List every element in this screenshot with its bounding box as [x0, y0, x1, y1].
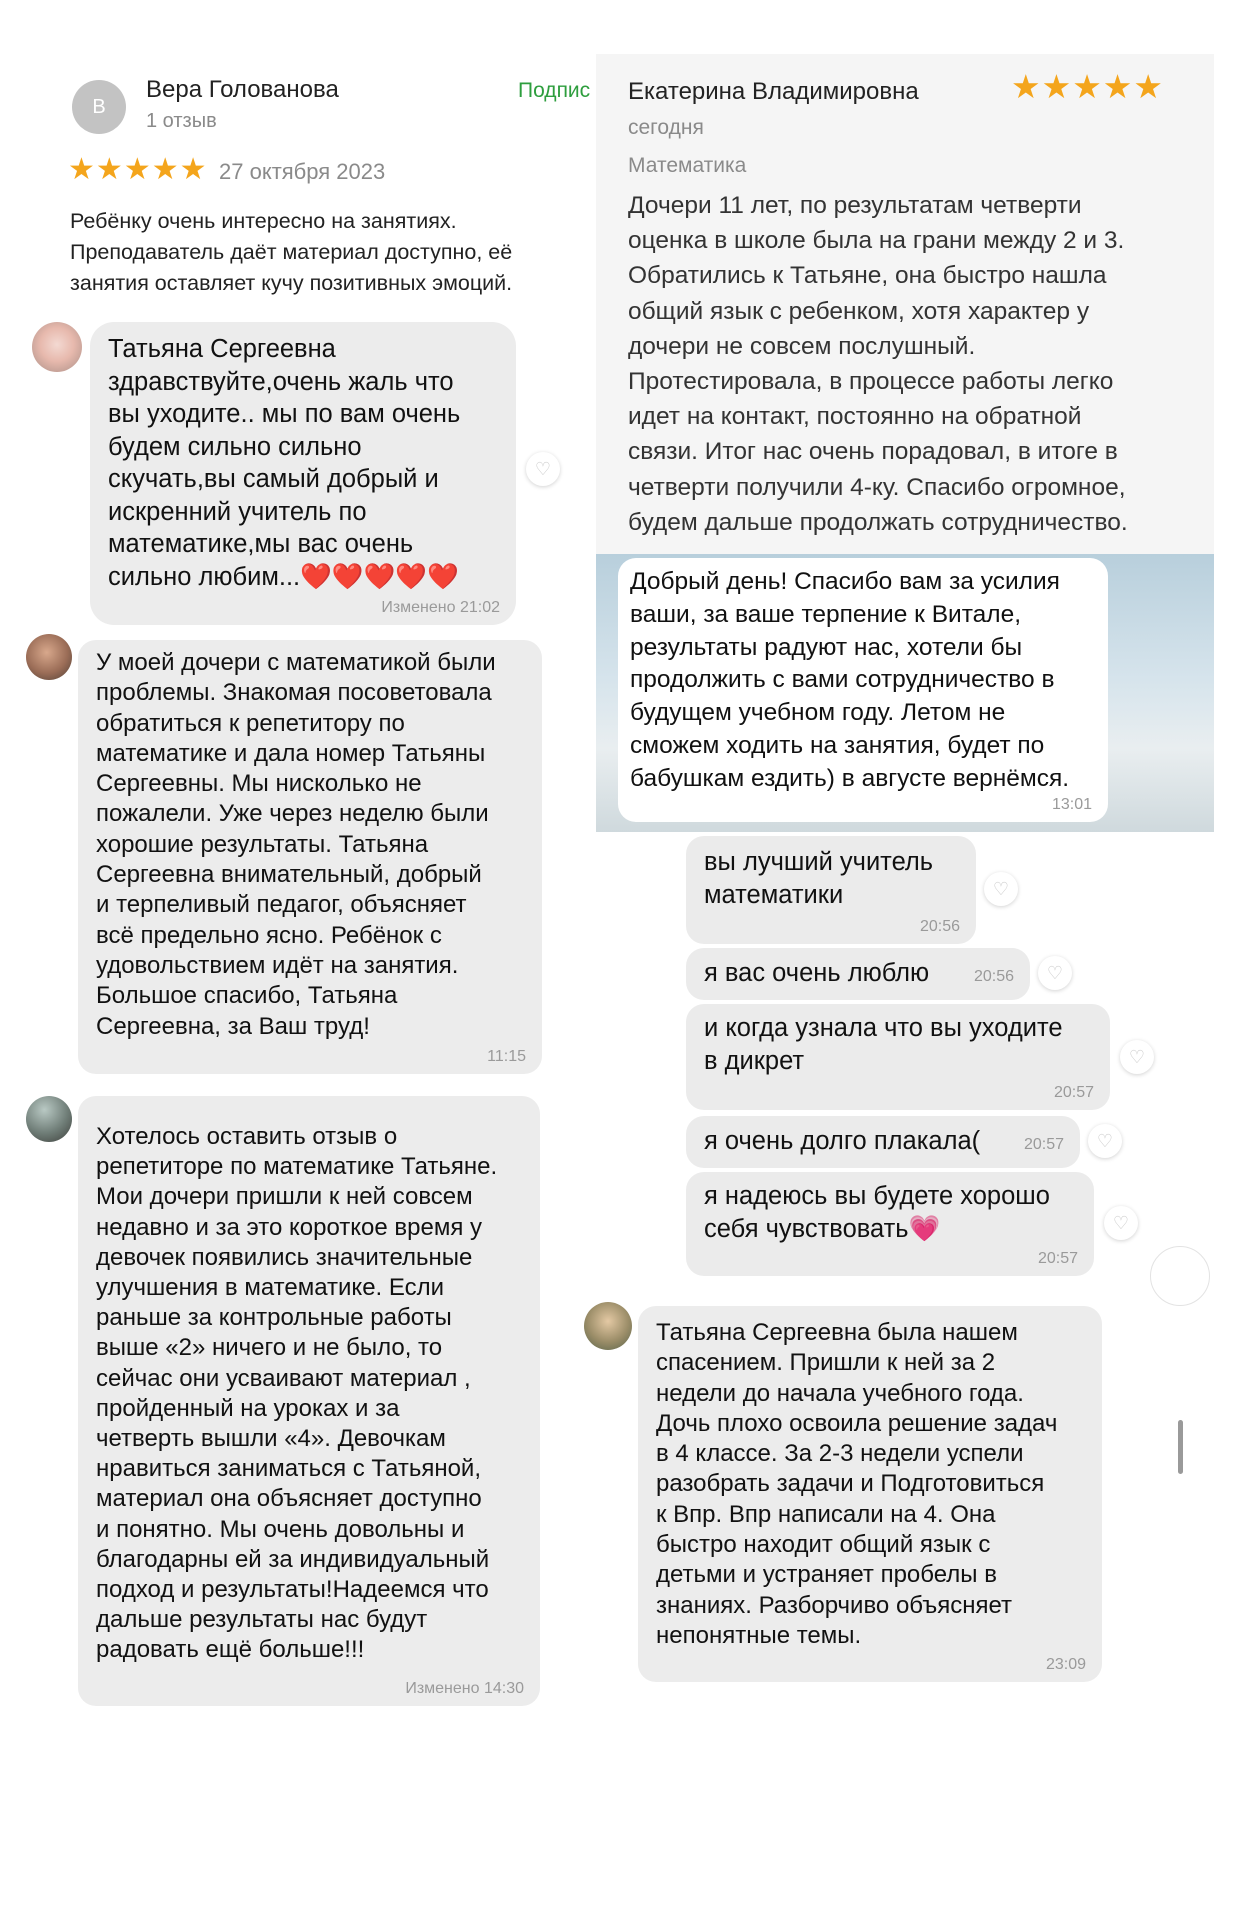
- avatar[interactable]: [26, 1096, 72, 1142]
- chat-message[interactable]: [618, 558, 1108, 822]
- avatar[interactable]: [32, 322, 82, 372]
- message-text: Татьяна Сергеевна была нашем спасением. Пришли к ней за 2 недели до начала учебного года. Дочь плохо освоила решение задач в 4 классе. За 2-3 недели успели разобрать задачи и Подготовиться к Впр. Впр написали на 4. Она быстро находит общий язык с детьми и устраняет пробелы в знаниях. Разборчиво объясняет непонятные темы.: [656, 1319, 1058, 1649]
- avatar[interactable]: [584, 1302, 632, 1350]
- star-icon: ★: [1133, 68, 1164, 105]
- subscribe-button[interactable]: Подпис: [518, 79, 591, 102]
- like-heart-icon[interactable]: ♡: [1120, 1040, 1154, 1074]
- message-text: Татьяна Сергеевна здравствуйте,очень жаль что вы уходите.. мы по вам очень будем сильно сильно скучать,вы самый добрый и искренний учитель по математике,мы вас очень сильно любим...❤️❤️❤️❤️❤️: [108, 335, 461, 591]
- star-icon: ★: [1011, 68, 1042, 105]
- reviews-count: 1 отзыв: [146, 110, 217, 132]
- reviewer-name[interactable]: Вера Голованова: [146, 76, 339, 103]
- avatar[interactable]: В: [72, 80, 126, 134]
- message-time: 20:57: [1053, 1084, 1094, 1101]
- message-time: Изменено 14:30: [405, 1680, 524, 1697]
- chat-message[interactable]: [686, 836, 976, 944]
- star-icon: ★: [1041, 68, 1073, 105]
- review-text: Ребёнку очень интересно на занятиях. Преподаватель даёт материал доступно, её занятия оставляет кучу позитивных эмоций.: [70, 209, 513, 295]
- message-time: 23:09: [1045, 1656, 1086, 1673]
- star-icon: ★: [68, 153, 96, 186]
- message-time: 13:01: [1051, 796, 1092, 813]
- scroll-button[interactable]: [1150, 1246, 1210, 1306]
- message-text: Хотелось оставить отзыв о репетиторе по математике Татьяне. Мои дочери пришли к ней совсем недавно и за это короткое время у девочек появились значительные улучшения в математике. Если раньше за контрольные работы выше «2» ничего и не было, то сейчас они усваивают материал , пройденный на уроках и за четверть вышли «4». Девочкам нравиться заниматься с Татьяной, материал она объясняет доступно и понятно. Мы очень довольны и благодарны ей за индивидуальный подход и результаты!Надеемся что дальше результаты нас будут радовать ещё больше!!!: [96, 1123, 498, 1664]
- reviewer-name[interactable]: Екатерина Владимировна: [628, 78, 919, 105]
- message-time: 20:57: [1023, 1136, 1064, 1153]
- scrollbar[interactable]: [1178, 1420, 1183, 1474]
- rating-stars: [1011, 70, 1164, 103]
- chat-message[interactable]: [90, 322, 516, 625]
- message-time: Изменено 21:02: [381, 599, 500, 616]
- message-time: 20:57: [1037, 1250, 1078, 1267]
- star-icon: ★: [95, 153, 124, 186]
- chat-message[interactable]: [638, 1306, 1102, 1682]
- star-icon: ★: [123, 153, 152, 186]
- chat-message[interactable]: [78, 1096, 540, 1706]
- star-icon: ★: [1102, 68, 1134, 105]
- rating-stars: [68, 155, 208, 185]
- star-icon: ★: [179, 153, 208, 186]
- like-heart-icon[interactable]: ♡: [1088, 1124, 1122, 1158]
- avatar[interactable]: [26, 634, 72, 680]
- chat-message[interactable]: [686, 1004, 1110, 1110]
- message-time: 20:56: [973, 968, 1014, 985]
- chat-message[interactable]: [686, 1116, 1080, 1168]
- like-heart-icon[interactable]: ♡: [1104, 1206, 1138, 1240]
- star-icon: ★: [151, 153, 180, 186]
- like-heart-icon[interactable]: ♡: [984, 872, 1018, 906]
- message-time: 20:56: [919, 918, 960, 935]
- message-text: У моей дочери с математикой были проблемы. Знакомая посоветовала обратиться к репетитору по математике и дала номер Татьяны Сергеевны. Мы нисколько не пожалели. Уже через неделю были хорошие результаты. Татьяна Сергеевна внимательный, добрый и терпеливый педагог, объясняет всё предельно ясно. Ребёнок с удовольствием идёт на занятия. Большое спасибо, Татьяна Сергеевна, за Ваш труд!: [96, 649, 496, 1040]
- chat-message[interactable]: [78, 640, 542, 1074]
- review-card-ekaterina: [596, 54, 1214, 554]
- message-text: я вас очень люблю: [704, 959, 930, 987]
- chat-message[interactable]: [686, 1172, 1094, 1276]
- like-heart-icon[interactable]: ♡: [526, 452, 560, 486]
- star-icon: ★: [1072, 68, 1103, 105]
- message-text: я очень долго плакала(: [704, 1127, 981, 1155]
- message-text: Добрый день! Спасибо вам за усилия ваши, за ваше терпение к Витале, результаты радуют нас, хотели бы продолжить с вами сотрудничество в будущем учебном году. Летом не сможем ходить на занятия, будет по бабушкам ездить) в августе вернёмся.: [630, 568, 1070, 792]
- like-heart-icon[interactable]: ♡: [1038, 956, 1072, 990]
- message-text: я надеюсь вы будете хорошо себя чувствовать💗: [704, 1182, 1050, 1243]
- review-date: сегодня: [628, 116, 704, 139]
- review-date: 27 октября 2023: [219, 159, 386, 184]
- message-time: 11:15: [487, 1048, 526, 1065]
- message-text: и когда узнала что вы уходите в дикрет: [704, 1014, 1063, 1075]
- review-card-vera: [0, 0, 596, 320]
- review-text: Дочери 11 лет, по результатам четверти оценка в школе была на грани между 2 и 3. Обратились к Татьяне, она быстро нашла общий язык с ребенком, хотя характер у дочери не совсем послушный. Протестировала, в процессе работы легко идет на контакт, постоянно на обратной связи. Итог нас очень порадовал, в итоге в четверти получили 4-ку. Спасибо огромное, будем дальше продолжать сотрудничество.: [628, 192, 1128, 536]
- message-text: вы лучший учитель математики: [704, 848, 934, 909]
- chat-message[interactable]: [686, 948, 1030, 1000]
- review-subject: Математика: [628, 154, 747, 177]
